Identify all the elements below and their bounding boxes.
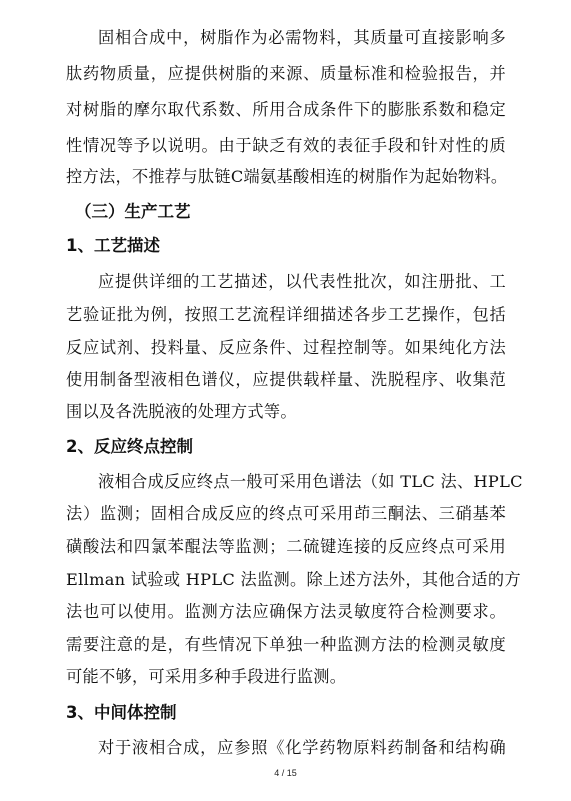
subsection-heading: 1、工艺描述: [66, 236, 160, 255]
paragraph-line: 法也可以使用。监测方法应确保方法灵敏度符合检测要求。: [66, 602, 506, 621]
paragraph-line: 可能不够，可采用多种手段进行监测。: [66, 667, 347, 686]
page-number: 4 / 15: [274, 768, 297, 778]
paragraph-line: 对于液相合成，应参照《化学药物原料药制备和结构确: [98, 738, 506, 757]
paragraph-line: 肽药物质量，应提供树脂的来源、质量标准和检验报告，并: [66, 64, 506, 83]
paragraph-line: 法）监测；固相合成反应的终点可采用茚三酮法、三硝基苯: [66, 504, 506, 523]
paragraph-line: 使用制备型液相色谱仪，应提供载样量、洗脱程序、收集范: [66, 370, 506, 389]
subsection-heading: 3、中间体控制: [66, 703, 177, 722]
paragraph-line: Ellman 试验或 HPLC 法监测。除上述方法外，其他合适的方: [66, 570, 521, 589]
subsection-heading: 2、反应终点控制: [66, 437, 193, 456]
paragraph-line: 反应试剂、投料量、反应条件、过程控制等。如果纯化方法: [66, 338, 506, 357]
paragraph-line: 对树脂的摩尔取代系数、所用合成条件下的膨胀系数和稳定: [66, 100, 506, 119]
paragraph-line: 性情况等予以说明。由于缺乏有效的表征手段和针对性的质: [66, 136, 506, 155]
paragraph-line: 艺验证批为例，按照工艺流程详细描述各步工艺操作，包括: [66, 305, 506, 324]
paragraph-line: 液相合成反应终点一般可采用色谱法（如 TLC 法、HPLC: [98, 472, 523, 491]
paragraph-line: 固相合成中，树脂作为必需物料，其质量可直接影响多: [98, 28, 506, 47]
section-heading: （三）生产工艺: [75, 202, 191, 221]
paragraph-line: 应提供详细的工艺描述，以代表性批次，如注册批、工: [98, 272, 506, 291]
paragraph-line: 磺酸法和四氯苯醌法等监测；二硫键连接的反应终点可采用: [66, 537, 506, 556]
paragraph-line: 需要注意的是，有些情况下单独一种监测方法的检测灵敏度: [66, 635, 506, 654]
paragraph-line: 控方法，不推荐与肽链C端氨基酸相连的树脂作为起始物料。: [66, 167, 508, 186]
paragraph-line: 围以及各洗脱液的处理方式等。: [66, 402, 297, 421]
